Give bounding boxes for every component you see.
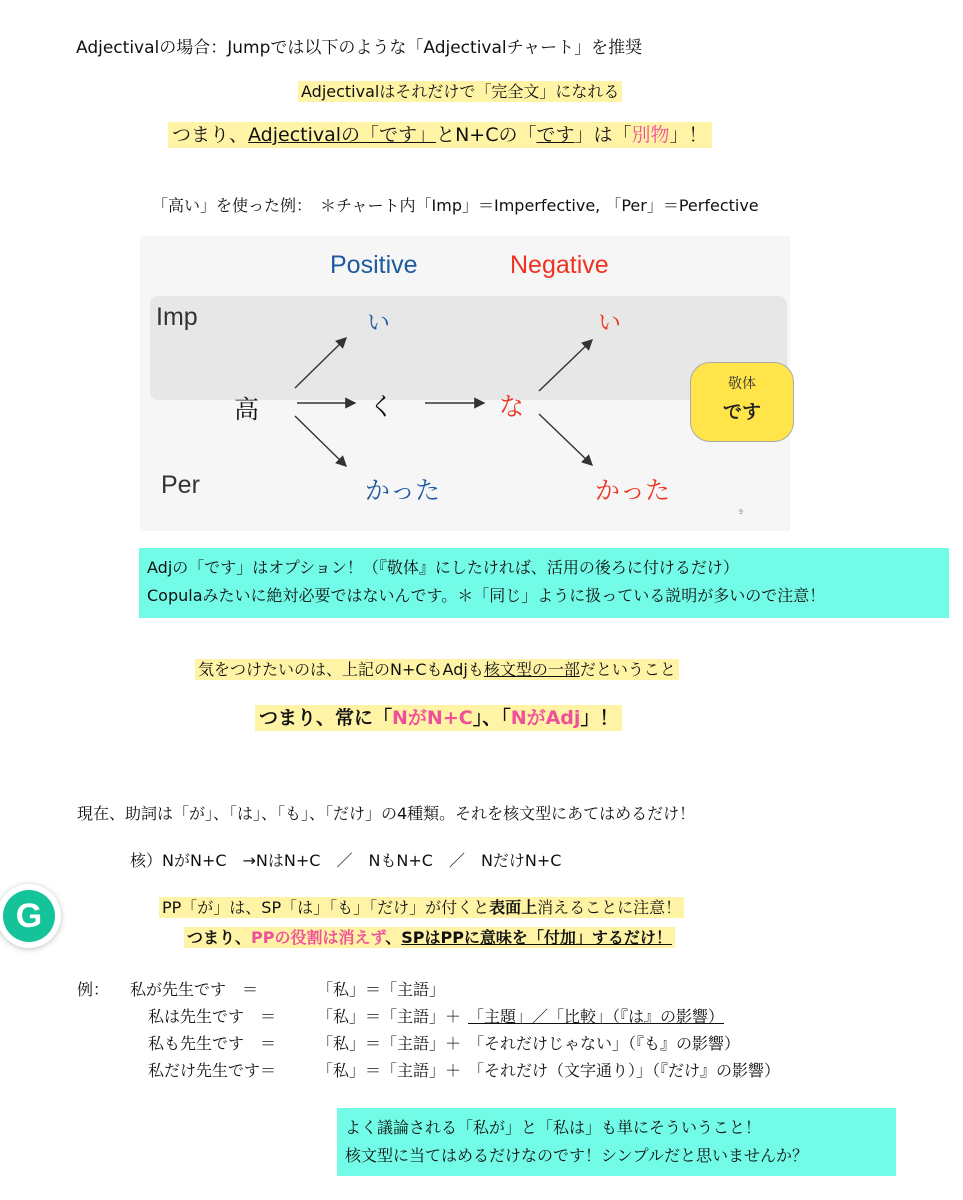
pp-note-highlight: [159, 897, 684, 918]
note3-part1: 気をつけたいのは、上記のN+CもAdjも: [198, 660, 484, 679]
note-complete-sentence-text: Adjectivalはそれだけで「完全文」になれる: [298, 81, 622, 102]
note3-part2: 核文型の一部: [483, 660, 580, 679]
adjectival-chart: [140, 236, 790, 531]
row-imp: Imp: [156, 303, 198, 331]
positive-per-ending: かった: [365, 477, 441, 505]
example-row-extra: 「それだけ（文字通り）」（『だけ』の影響）: [468, 1061, 781, 1080]
positive-imp-ending: い: [367, 309, 390, 335]
keitai-desu-bubble: [690, 362, 794, 442]
example-row: 私も先生です ＝: [148, 1034, 277, 1053]
example-row-meaning: 「私」＝「主語」: [317, 980, 446, 999]
pp-note2-part1: つまり、: [187, 928, 252, 947]
arrow-stem-to-i: [295, 338, 346, 388]
page-heading: Adjectivalの場合：Jumpでは以下のような「Adjectivalチャート」を推奨: [76, 38, 643, 58]
note4-part5: 」！: [580, 707, 619, 729]
note4-part1: つまり、常に「: [259, 707, 393, 729]
pp-note2: [184, 925, 675, 948]
grammarly-button[interactable]: [0, 884, 61, 948]
col-positive: Positive: [330, 251, 418, 279]
stem-taka: 高: [234, 396, 260, 424]
note2-part7: 」！: [669, 124, 708, 146]
arrow-stem-to-katta: [295, 416, 346, 466]
note2-part1: つまり、: [172, 124, 249, 146]
note-desu-different: [168, 120, 712, 147]
pp-note2-part3: 、: [385, 928, 402, 947]
arrow-na-to-i: [539, 340, 592, 391]
pp-note-part1: PP「が」は、SP「は」「も」「だけ」が付くと: [162, 898, 490, 917]
note2-part2: Adjectivalの「です」: [248, 124, 437, 146]
row-per: Per: [161, 471, 200, 499]
negative-na: な: [499, 393, 525, 421]
arrow-na-to-katta: [539, 414, 592, 465]
note4-part4: NがAdj: [510, 707, 581, 729]
note-complete-sentence: [298, 79, 622, 102]
box1-line2: Copulaみたいに絶対必要ではないんです。＊「同じ」ように扱っている説明が多いので注意！: [147, 586, 826, 605]
slide-number: 9: [739, 509, 743, 516]
box2-line2: 核文型に当てはめるだけなのです！シンプルだと思いませんか？: [345, 1146, 808, 1165]
pp-note: [159, 895, 684, 918]
example-row: 私だけ先生です＝: [148, 1061, 277, 1080]
note4-part3: 」、「: [472, 707, 511, 729]
keitai-desu: です: [722, 401, 761, 423]
positive-ku: く: [369, 393, 395, 421]
example-row: 私が先生です ＝: [130, 980, 259, 999]
note2-part5: 」は「: [574, 124, 632, 146]
pp-note2-highlight: [184, 927, 675, 948]
example-row-meaning: 「私」＝「主語」＋: [317, 1061, 462, 1080]
pp-note2-part4: SPはPPに意味を「付加」するだけ！: [401, 928, 672, 947]
particles-line: 現在、助詞は「が」、「は」、「も」、「だけ」の4種類。それを核文型にあてはめるだけ！: [77, 804, 696, 823]
note-desu-different-highlight: [168, 122, 712, 148]
note2-part6: 別物: [631, 124, 670, 146]
note-box-desu-optional: [139, 548, 949, 618]
note-box-simple: [337, 1108, 896, 1176]
note4-part2: NがN+C: [392, 707, 473, 729]
note-core-pattern-highlight: [195, 659, 679, 680]
negative-imp-ending: い: [598, 309, 621, 335]
pp-note2-part2: PPの役割は消えず: [251, 928, 386, 947]
box1-line1: Adjの「です」はオプション！（『敬体』にしたければ、活用の後ろに付けるだけ）: [147, 558, 739, 577]
note-always-highlight: [255, 705, 622, 731]
example-row: 私は先生です ＝: [148, 1007, 277, 1026]
negative-per-ending: かった: [595, 477, 671, 505]
example-caption: 「高い」を使った例： ＊チャート内「Imp」＝Imperfective, 「Per」＝Perfective: [152, 196, 759, 215]
note2-part3: とN+Cの「: [436, 124, 537, 146]
note-core-pattern: [195, 657, 679, 680]
note2-part4: です: [536, 124, 575, 146]
example-row-extra: 「それだけじゃない」（『も』の影響）: [468, 1034, 741, 1053]
note3-part3: だということ: [579, 660, 676, 679]
core-pattern-line: 核）NがN+C →NはN+C ／ NもN+C ／ NだけN+C: [130, 851, 562, 870]
example-row-extra: 「主題」／「比較」（『は』の影響）: [468, 1007, 725, 1026]
pp-note-part3: 消えることに注意！: [537, 898, 682, 917]
col-negative: Negative: [510, 251, 609, 279]
box2-line1: よく議論される「私が」と「私は」も単にそういうこと！: [345, 1118, 762, 1137]
grammarly-g-icon: G: [3, 890, 55, 942]
example-row-meaning: 「私」＝「主語」＋: [317, 1007, 462, 1026]
examples-label: 例：: [77, 980, 110, 999]
example-row-meaning: 「私」＝「主語」＋: [317, 1034, 462, 1053]
keitai-label: 敬体: [728, 376, 756, 392]
note-always: [255, 703, 622, 730]
pp-note-part2: 表面上: [489, 898, 538, 917]
